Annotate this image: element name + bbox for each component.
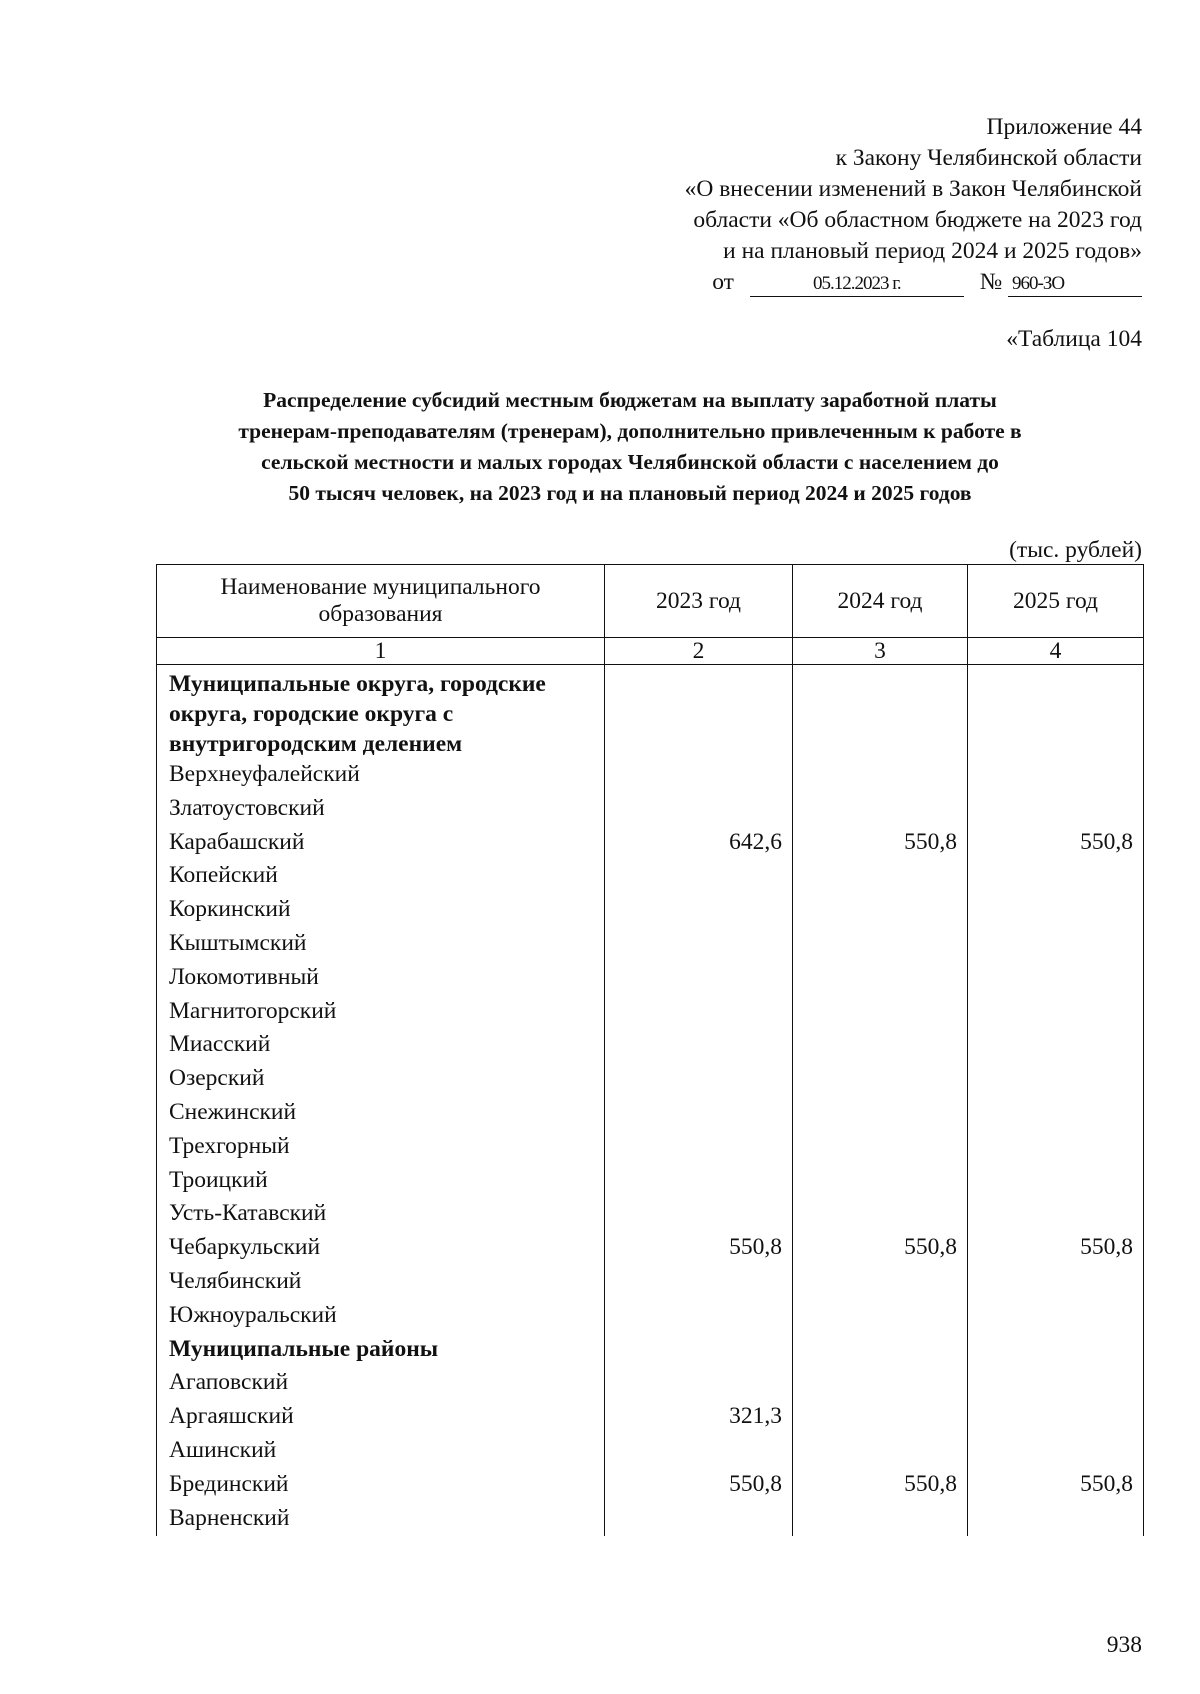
value-2025 [968,1029,1144,1063]
municipality-name: Варненский [157,1503,605,1537]
value-2025 [968,1503,1144,1537]
value-2024 [793,962,968,996]
value-2023 [605,928,793,962]
value-2023: 550,8 [605,1469,793,1503]
table-row [157,1503,1144,1537]
header-municipality: Наименование муниципального образования [157,565,605,638]
municipality-name: Коркинский [157,894,605,928]
table-row [157,1266,1144,1300]
table-group-row [157,1334,1144,1368]
table-row [157,962,1144,996]
value-2024 [793,1334,968,1368]
column-number: 4 [968,638,1144,665]
value-2024 [793,1266,968,1300]
table-row [157,996,1144,1030]
value-2025 [968,665,1144,760]
value-2023 [605,759,793,793]
title-line: Распределение субсидий местным бюджетам на выплату заработной платы [263,388,997,412]
title-line: 50 тысяч человек, на 2023 год и на плановый период 2024 и 2025 годов [288,481,972,505]
table-group-row [157,665,1144,760]
table-row [157,1469,1144,1503]
title-line: сельской местности и малых городах Челябинской области с населением до [261,450,999,474]
appendix-line: «О внесении изменений в Закон Челябинской [684,176,1142,202]
value-2024 [793,1131,968,1165]
column-number: 2 [605,638,793,665]
value-2025 [968,894,1144,928]
table-row [157,860,1144,894]
appendix-line: области «Об областном бюджете на 2023 год [693,207,1142,233]
number-prefix: № [979,269,1003,295]
value-2025 [968,1198,1144,1232]
value-2023 [605,1165,793,1199]
table-row [157,1232,1144,1266]
value-2024 [793,1063,968,1097]
column-number: 3 [793,638,968,665]
value-2024 [793,1198,968,1232]
page-number: 938 [1106,1632,1142,1658]
value-2024 [793,996,968,1030]
value-2024: 550,8 [793,1232,968,1266]
value-2025 [968,1165,1144,1199]
value-2023 [605,1097,793,1131]
value-2023 [605,894,793,928]
value-2024 [793,894,968,928]
value-2025 [968,793,1144,827]
value-2025 [968,996,1144,1030]
document-title [140,385,1120,509]
value-2023: 550,8 [605,1232,793,1266]
value-2025 [968,1435,1144,1469]
table-header-row [157,565,1144,638]
value-2024 [793,793,968,827]
table-row [157,759,1144,793]
appendix-line: к Закону Челябинской области [835,145,1142,171]
municipality-name: Агаповский [157,1367,605,1401]
table-row [157,1401,1144,1435]
value-2024 [793,1503,968,1537]
value-2024 [793,1029,968,1063]
column-number-row [157,638,1144,665]
table-row [157,894,1144,928]
date-prefix: от [712,269,734,295]
municipality-name: Карабашский [157,827,605,861]
value-2025 [968,1266,1144,1300]
table-row [157,1198,1144,1232]
value-2024 [793,1367,968,1401]
value-2024 [793,665,968,760]
municipality-name: Снежинский [157,1097,605,1131]
table-row [157,1097,1144,1131]
table-row [157,827,1144,861]
table-row [157,1063,1144,1097]
table-row [157,1435,1144,1469]
value-2025 [968,1063,1144,1097]
municipality-name: Троицкий [157,1165,605,1199]
municipality-name: Брединский [157,1469,605,1503]
title-line: тренерам-преподавателям (тренерам), дополнительно привлеченным к работе в [238,419,1022,443]
municipality-name: Чебаркульский [157,1232,605,1266]
value-2023 [605,1367,793,1401]
law-date: 05.12.2023 г. [750,272,964,297]
value-2025: 550,8 [968,827,1144,861]
value-2023: 321,3 [605,1401,793,1435]
header-2023: 2023 год [605,565,793,638]
municipality-name: Аргаяшский [157,1401,605,1435]
table-body [157,665,1144,1537]
value-2023 [605,1503,793,1537]
law-date-number [712,267,1142,298]
table-row [157,1131,1144,1165]
law-number: 960-ЗО [1008,272,1142,297]
value-2025 [968,1367,1144,1401]
value-2025: 550,8 [968,1232,1144,1266]
municipality-name: Трехгорный [157,1131,605,1165]
municipality-name: Магнитогорский [157,996,605,1030]
value-2024 [793,860,968,894]
value-2023: 642,6 [605,827,793,861]
municipality-name: Муниципальные округа, городские округа, городские округа с внутригородским делением [157,665,605,760]
municipality-name: Челябинский [157,1266,605,1300]
value-2024 [793,928,968,962]
value-2023 [605,1266,793,1300]
value-2024 [793,1097,968,1131]
value-2024 [793,1165,968,1199]
value-2025 [968,928,1144,962]
table-row [157,1029,1144,1063]
subsidy-table [156,564,1144,1536]
value-2025 [968,962,1144,996]
municipality-name: Верхнеуфалейский [157,759,605,793]
municipality-name: Кыштымский [157,928,605,962]
value-2023 [605,1435,793,1469]
municipality-name: Миасский [157,1029,605,1063]
table-row [157,1165,1144,1199]
value-2023 [605,860,793,894]
value-2023 [605,1131,793,1165]
appendix-line: и на плановый период 2024 и 2025 годов» [723,238,1142,264]
value-2023 [605,962,793,996]
value-2025 [968,1334,1144,1368]
municipality-name: Муниципальные районы [157,1334,605,1368]
column-number: 1 [157,638,605,665]
value-2025 [968,1300,1144,1334]
value-2023 [605,1198,793,1232]
value-2024: 550,8 [793,1469,968,1503]
value-2023 [605,1334,793,1368]
municipality-name: Озерский [157,1063,605,1097]
value-2024 [793,1300,968,1334]
municipality-name: Ашинский [157,1435,605,1469]
municipality-name: Златоустовский [157,793,605,827]
value-2023 [605,1300,793,1334]
municipality-name: Локомотивный [157,962,605,996]
value-2023 [605,1063,793,1097]
value-2024 [793,759,968,793]
table-row [157,793,1144,827]
table-row [157,1300,1144,1334]
value-2024 [793,1401,968,1435]
appendix-line: Приложение 44 [986,114,1142,140]
value-2023 [605,1029,793,1063]
municipality-name: Усть-Катавский [157,1198,605,1232]
appendix-block [582,112,1142,298]
value-2024: 550,8 [793,827,968,861]
value-2025 [968,860,1144,894]
table-row [157,1367,1144,1401]
value-2023 [605,996,793,1030]
municipality-name: Южноуральский [157,1300,605,1334]
table-label: «Таблица 104 [1006,326,1142,352]
value-2025 [968,1097,1144,1131]
value-2023 [605,665,793,760]
municipality-name: Копейский [157,860,605,894]
unit-label: (тыс. рублей) [1009,537,1142,563]
value-2025: 550,8 [968,1469,1144,1503]
value-2023 [605,793,793,827]
value-2025 [968,1131,1144,1165]
value-2024 [793,1435,968,1469]
value-2025 [968,1401,1144,1435]
header-2024: 2024 год [793,565,968,638]
table-row [157,928,1144,962]
value-2025 [968,759,1144,793]
header-2025: 2025 год [968,565,1144,638]
